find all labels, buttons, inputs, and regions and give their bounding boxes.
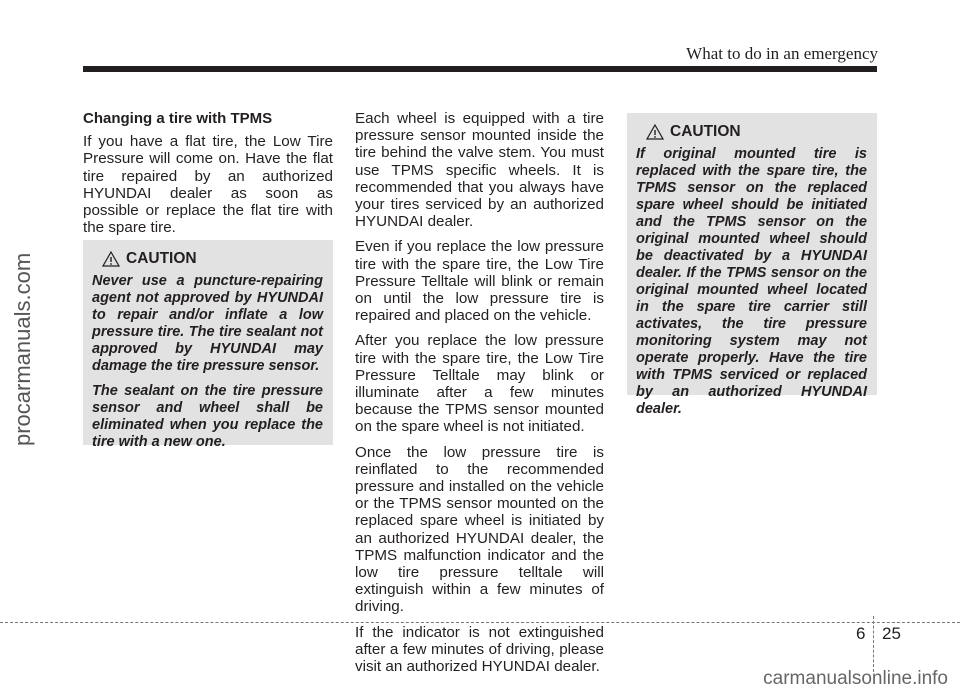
caution-box-right (627, 113, 877, 417)
body-paragraph: Once the low pressure tire is reinflated to the recommended pressure and installed on the vehicle or the TPMS sensor mounted on the replaced spare wheel is initiated by an authorized HYUNDAI dealer, the TPMS malfunction indicator and the low tire pressure telltale will extinguish within a few minutes of driving. (355, 443, 604, 616)
caution-paragraph: Never use a puncture-repairing agent not approved by HYUNDAI to repair and/or inflate a low pressure tire. The tire sealant not approved by HYUNDAI may damage the tire pressure sensor. (92, 273, 323, 374)
body-paragraph: Even if you replace the low pressure tire with the spare tire, the Low Tire Pressure Telltale will blink or remain on until the low pressure tire is repaired and placed on the vehicle. (355, 238, 604, 325)
watermark-left: procarmanuals.com (10, 252, 35, 446)
body-paragraph: After you replace the low pressure tire with the spare tire, the Low Tire Pressure Telltale may blink or illuminate after a few minutes because the TPMS sensor mounted on the spare wheel is not initiated. (355, 332, 604, 436)
body-paragraph: Each wheel is equipped with a tire pressure sensor mounted inside the tire behind the valve stem. You must use TPMS specific wheels. It is recommended that you always have your tires serviced by an authorized HYUNDAI dealer. (355, 110, 604, 231)
page-number-divider (873, 616, 874, 672)
page-number: 25 (882, 624, 901, 643)
caution-paragraph: The sealant on the tire pressure sensor and wheel shall be eliminated when you replace the tire with a new one. (92, 383, 323, 450)
warning-icon (646, 124, 664, 140)
chapter-number: 6 (856, 624, 866, 643)
section-heading: Changing a tire with TPMS (83, 110, 273, 127)
caution-label: CAUTION (126, 250, 197, 267)
caution-title-right (646, 123, 867, 141)
caution-title-left (102, 250, 323, 268)
section-title: What to do in an emergency (686, 44, 878, 63)
header-rule (83, 66, 877, 72)
intro-paragraph: If you have a flat tire, the Low Tire Pressure will come on. Have the flat tire repaired by an authorized HYUNDAI dealer as soon as possible or replace the flat tire with the spare tire. (83, 133, 333, 237)
caution-paragraph: If original mounted tire is replaced with the spare tire, the TPMS sensor on the replaced spare wheel should be initiated and the TPMS sensor on the original mounted wheel should be deactivated by a HYUNDAI dealer. If the TPMS sensor on the original mounted wheel located in the spare tire carrier still activates, the tire pressure monitoring system may not operate properly. Have the tire with TPMS serviced or replaced by an authorized HYUNDAI dealer. (636, 146, 867, 417)
warning-icon (102, 251, 120, 267)
left-column (83, 110, 333, 244)
caution-label: CAUTION (670, 123, 741, 140)
body-paragraph: If the indicator is not extinguished after a few minutes of driving, please visit an authorized HYUNDAI dealer. (355, 623, 604, 676)
caution-box-left (83, 240, 333, 450)
watermark-bottom: carmanualsonline.info (763, 668, 948, 689)
middle-column (355, 110, 604, 683)
footer-rule (0, 622, 960, 623)
